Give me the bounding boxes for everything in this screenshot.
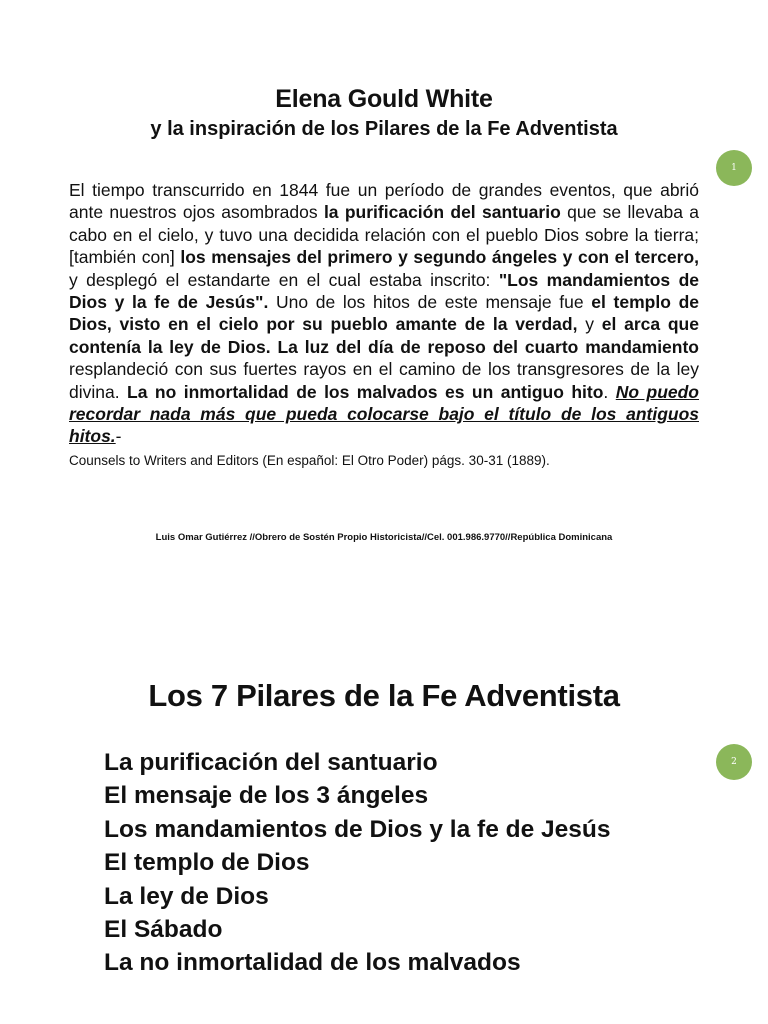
slide-number-badge: 2	[716, 744, 752, 780]
body-paragraph	[69, 179, 699, 470]
citation: Counsels to Writers and Editors (En español: El Otro Poder) págs. 30-31 (1889).	[69, 452, 550, 468]
pillar-item: El Sábado	[104, 916, 223, 944]
author-footer: Luis Omar Gutiérrez //Obrero de Sostén Propio Historicista//Cel. 001.986.9770//República Dominicana	[155, 532, 613, 543]
pillar-item: El mensaje de los 3 ángeles	[104, 782, 429, 810]
pillar-item: La ley de Dios	[104, 882, 269, 910]
body-bold-run: el arca que contenía la ley de Dios. La luz del día de reposo del cuarto mandamiento	[69, 314, 699, 357]
body-text-run: resplandeció con sus fuertes rayos en el camino de los transgresores de la ley divina.	[69, 359, 699, 402]
pillar-item: La purificación del santuario	[104, 749, 438, 776]
body-text-run: El tiempo transcurrido en 1844 fue un período de grandes eventos, que abrió ante nuestros ojos asombrados	[69, 180, 699, 223]
slide-2	[0, 600, 768, 1024]
body-bold-run: La no inmortalidad de los malvados es un antiguo hito	[127, 381, 604, 402]
body-bold-run: la purificación del santuario	[323, 202, 561, 223]
slide-heading: Los 7 Pilares de la Fe Adventista	[148, 678, 620, 713]
slide-subtitle: y la inspiración de los Pilares de la Fe Adventista	[150, 118, 618, 140]
body-bold-run: el templo de Dios, visto en el cielo por su pueblo amante de la verdad,	[69, 292, 699, 335]
body-text-run: Uno de los hitos de este mensaje fue	[268, 292, 592, 313]
body-text-run: que se llevaba a cabo en el cielo, y tuvo una decidida relación con el pueblo Dios sobre la tierra; [también con]	[69, 202, 699, 268]
body-bold-run: los mensajes del primero y segundo ángeles y con el tercero,	[180, 247, 700, 268]
body-text-run: y desplegó el estandarte en el cual estaba inscrito:	[69, 269, 499, 290]
body-text-run: -	[115, 426, 122, 447]
slide-title: Elena Gould White	[275, 85, 493, 113]
body-bold-run: "Los mandamientos de Dios y la fe de Jesús".	[69, 269, 699, 313]
slide-number-badge: 1	[716, 150, 752, 186]
body-text-run: y	[577, 314, 602, 335]
pillar-item: La no inmortalidad de los malvados	[104, 949, 521, 977]
pillar-item: Los mandamientos de Dios y la fe de Jesús	[104, 815, 611, 843]
pillars-list	[104, 746, 611, 980]
quote-text: No puedo recordar nada más que pueda colocarse bajo el título de los antiguos hitos.	[69, 381, 700, 447]
body-text-run: .	[603, 381, 616, 402]
pillar-item: El templo de Dios	[104, 849, 310, 877]
